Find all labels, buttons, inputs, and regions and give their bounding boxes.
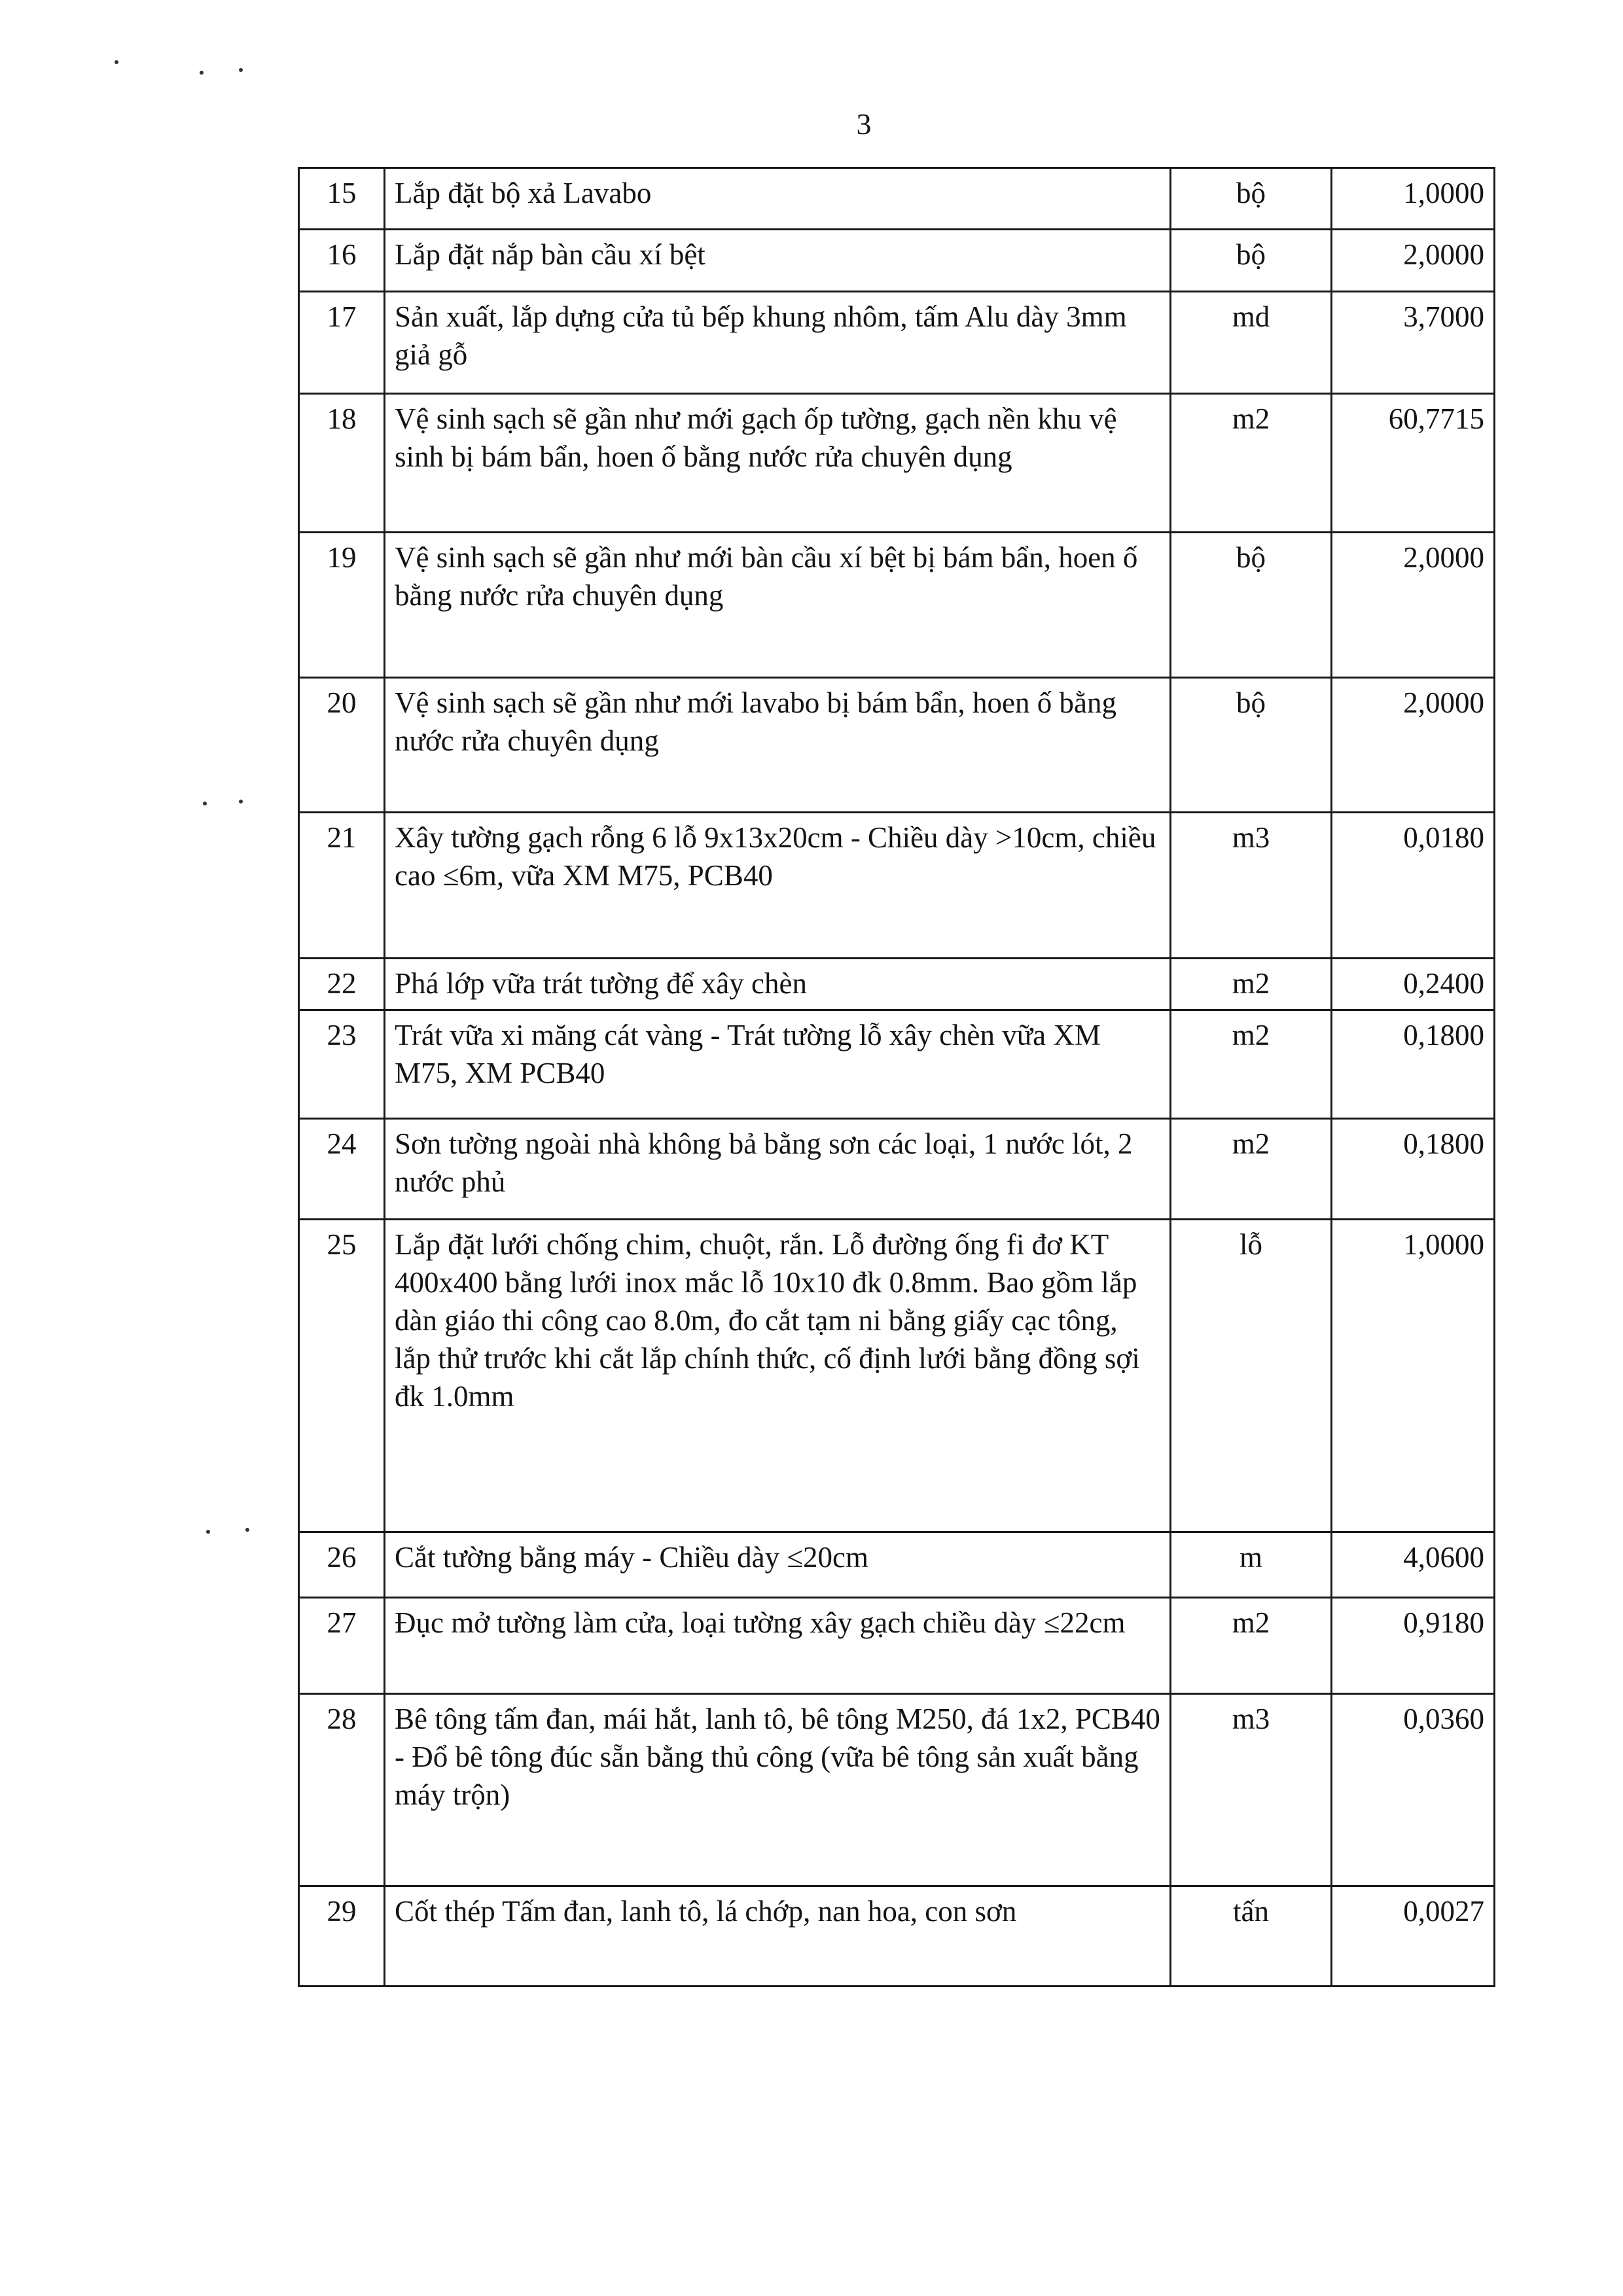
work-description: Lắp đặt bộ xả Lavabo (385, 168, 1171, 230)
scan-speck (200, 71, 204, 75)
row-number: 23 (299, 1010, 385, 1119)
scan-speck (206, 1530, 210, 1534)
quantity: 0,9180 (1332, 1598, 1495, 1694)
table-row (299, 1220, 1495, 1532)
work-description: Xây tường gạch rỗng 6 lỗ 9x13x20cm - Chiều dày >10cm, chiều cao ≤6m, vữa XM M75, PCB40 (385, 813, 1171, 959)
scan-speck (203, 802, 207, 805)
unit: bộ (1171, 678, 1332, 813)
row-number: 28 (299, 1694, 385, 1886)
quantity: 0,2400 (1332, 959, 1495, 1010)
table-row (299, 230, 1495, 292)
row-number: 20 (299, 678, 385, 813)
unit: m3 (1171, 1694, 1332, 1886)
quantity: 2,0000 (1332, 678, 1495, 813)
quantity: 4,0600 (1332, 1532, 1495, 1598)
table-row (299, 168, 1495, 230)
work-description: Bê tông tấm đan, mái hắt, lanh tô, bê tông M250, đá 1x2, PCB40 - Đổ bê tông đúc sẵn bằng thủ công (vữa bê tông sản xuất bằng máy trộn) (385, 1694, 1171, 1886)
table-row (299, 1598, 1495, 1694)
work-description: Vệ sinh sạch sẽ gần như mới bàn cầu xí bệt bị bám bẩn, hoen ố bằng nước rửa chuyên dụng (385, 533, 1171, 678)
unit: m2 (1171, 394, 1332, 533)
unit: m3 (1171, 813, 1332, 959)
unit: m (1171, 1532, 1332, 1598)
quantity: 3,7000 (1332, 292, 1495, 394)
table-row (299, 1119, 1495, 1220)
row-number: 26 (299, 1532, 385, 1598)
row-number: 25 (299, 1220, 385, 1532)
work-description: Vệ sinh sạch sẽ gần như mới gạch ốp tường, gạch nền khu vệ sinh bị bám bẩn, hoen ố bằng nước rửa chuyên dụng (385, 394, 1171, 533)
work-description: Lắp đặt lưới chống chim, chuột, rắn. Lỗ đường ống fi đơ KT 400x400 bằng lưới inox mắc lỗ 10x10 đk 0.8mm. Bao gồm lắp dàn giáo thi công cao 8.0m, đo cắt tạm ni bằng giấy cạc tông, lắp thử trước khi cắt lắp chính thức, cố định lưới bằng đồng sợi đk 1.0mm (385, 1220, 1171, 1532)
quantity: 0,0027 (1332, 1886, 1495, 1987)
unit: lỗ (1171, 1220, 1332, 1532)
work-description: Phá lớp vữa trát tường để xây chèn (385, 959, 1171, 1010)
unit: bộ (1171, 533, 1332, 678)
unit: tấn (1171, 1886, 1332, 1987)
quantity: 0,1800 (1332, 1010, 1495, 1119)
unit: m2 (1171, 959, 1332, 1010)
row-number: 18 (299, 394, 385, 533)
quantity: 0,1800 (1332, 1119, 1495, 1220)
quantity: 1,0000 (1332, 168, 1495, 230)
unit: bộ (1171, 168, 1332, 230)
work-description: Trát vữa xi măng cát vàng - Trát tường lỗ xây chèn vữa XM M75, XM PCB40 (385, 1010, 1171, 1119)
row-number: 15 (299, 168, 385, 230)
work-description: Sản xuất, lắp dựng cửa tủ bếp khung nhôm, tấm Alu dày 3mm giả gỗ (385, 292, 1171, 394)
quantity: 0,0180 (1332, 813, 1495, 959)
table-row (299, 533, 1495, 678)
table-row (299, 959, 1495, 1010)
row-number: 24 (299, 1119, 385, 1220)
table-row (299, 1010, 1495, 1119)
work-description: Vệ sinh sạch sẽ gần như mới lavabo bị bám bẩn, hoen ố bằng nước rửa chuyên dụng (385, 678, 1171, 813)
table-row (299, 813, 1495, 959)
page-number: 3 (856, 107, 872, 141)
unit: m2 (1171, 1010, 1332, 1119)
unit: md (1171, 292, 1332, 394)
unit: m2 (1171, 1598, 1332, 1694)
row-number: 17 (299, 292, 385, 394)
work-description: Cốt thép Tấm đan, lanh tô, lá chớp, nan hoa, con sơn (385, 1886, 1171, 1987)
work-description: Lắp đặt nắp bàn cầu xí bệt (385, 230, 1171, 292)
work-items-table (298, 167, 1495, 1987)
table-row (299, 292, 1495, 394)
row-number: 19 (299, 533, 385, 678)
scan-speck (245, 1528, 249, 1532)
row-number: 21 (299, 813, 385, 959)
quantity: 1,0000 (1332, 1220, 1495, 1532)
work-description: Đục mở tường làm cửa, loại tường xây gạch chiều dày ≤22cm (385, 1598, 1171, 1694)
table-row (299, 1694, 1495, 1886)
table-row (299, 678, 1495, 813)
unit: m2 (1171, 1119, 1332, 1220)
quantity: 2,0000 (1332, 533, 1495, 678)
row-number: 16 (299, 230, 385, 292)
unit: bộ (1171, 230, 1332, 292)
row-number: 29 (299, 1886, 385, 1987)
row-number: 22 (299, 959, 385, 1010)
row-number: 27 (299, 1598, 385, 1694)
scan-speck (239, 800, 243, 804)
table-row (299, 1532, 1495, 1598)
quantity: 60,7715 (1332, 394, 1495, 533)
scan-speck (115, 60, 118, 64)
table-row (299, 1886, 1495, 1987)
work-description: Sơn tường ngoài nhà không bả bằng sơn các loại, 1 nước lót, 2 nước phủ (385, 1119, 1171, 1220)
quantity: 0,0360 (1332, 1694, 1495, 1886)
work-description: Cắt tường bằng máy - Chiều dày ≤20cm (385, 1532, 1171, 1598)
table-row (299, 394, 1495, 533)
scan-speck (239, 68, 243, 72)
quantity: 2,0000 (1332, 230, 1495, 292)
